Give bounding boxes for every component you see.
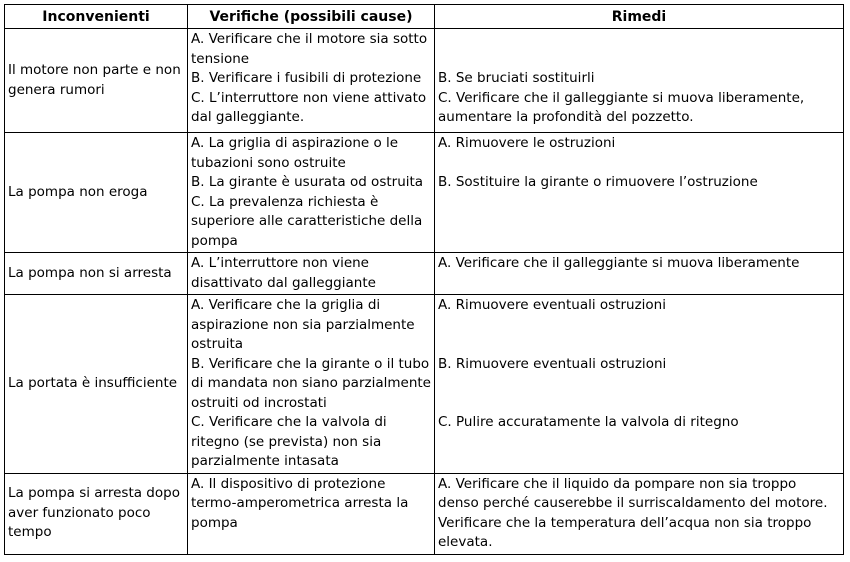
header-row [5,5,844,29]
spacer [438,316,840,355]
cause-item: A. Il dispositivo di protezione termo-amperometrica arresta la pompa [191,475,409,531]
header-problems: Inconvenienti [5,5,188,29]
problem-cell: La pompa non si arresta [5,253,188,295]
header-remedies: Rimedi [435,5,844,29]
table-row [5,133,844,253]
remedies-cell [435,133,844,253]
troubleshooting-table [4,4,844,555]
remedy-item: C. Pulire accuratamente la valvola di ritegno [438,414,739,430]
causes-cell [188,29,435,133]
causes-cell [188,295,435,474]
cause-item: A. L’interruttore non viene disattivato dal galleggiante [191,255,376,291]
remedy-item: C. Verificare che il galleggiante si muova liberamente, aumentare la profondità del pozzetto. [438,89,805,125]
cause-item: C. L’interruttore non viene attivato dal galleggiante. [191,89,427,125]
causes-cell [188,253,435,295]
problem-cell: La pompa non eroga [5,133,188,253]
spacer [438,30,840,69]
cause-item: B. Verificare i fusibili di protezione [191,70,422,86]
remedy-item: B. Sostituire la girante o rimuovere l’ostruzione [438,174,758,190]
remedy-item: B. Se bruciati sostituirli [438,70,595,86]
causes-cell [188,133,435,253]
cause-item: A. La griglia di aspirazione o le tubazioni sono ostruite [191,135,399,171]
remedy-item: A. Verificare che il galleggiante si muova liberamente [438,255,800,271]
table-row [5,253,844,295]
problem-cell: La pompa si arresta dopo aver funzionato poco tempo [5,473,188,554]
cause-item: B. La girante è usurata od ostruita [191,174,424,190]
remedy-item: A. Rimuovere eventuali ostruzioni [438,297,666,313]
remedies-cell [435,253,844,295]
spacer [438,154,840,174]
causes-cell [188,473,435,554]
cause-item: C. Verificare che la valvola di ritegno (se prevista) non sia parzialmente intasata [191,414,387,469]
table-row [5,473,844,554]
remedy-item: A. Verificare che il liquido da pompare non sia troppo denso perché causerebbe il surriscaldamento del motore. Verificare che la temperatura dell’acqua non sia troppo elevata. [438,475,828,550]
problem-cell: Il motore non parte e non genera rumori [5,29,188,133]
remedies-cell [435,29,844,133]
cause-item: A. Verificare che il motore sia sotto tensione [191,31,428,67]
table-row [5,29,844,133]
remedies-cell [435,473,844,554]
remedies-cell [435,295,844,474]
cause-item: C. La prevalenza richiesta è superiore alle caratteristiche della pompa [191,193,423,249]
remedy-item: A. Rimuovere le ostruzioni [438,135,616,151]
problem-cell: La portata è insufficiente [5,295,188,474]
table-row [5,295,844,474]
cause-item: A. Verificare che la griglia di aspirazione non sia parzialmente ostruita [191,297,415,352]
spacer [438,374,840,413]
cause-item: B. Verificare che la girante o il tubo di mandata non siano parzialmente ostruiti od incrostati [191,355,431,411]
remedy-item: B. Rimuovere eventuali ostruzioni [438,355,667,372]
header-causes: Verifiche (possibili cause) [188,5,435,29]
